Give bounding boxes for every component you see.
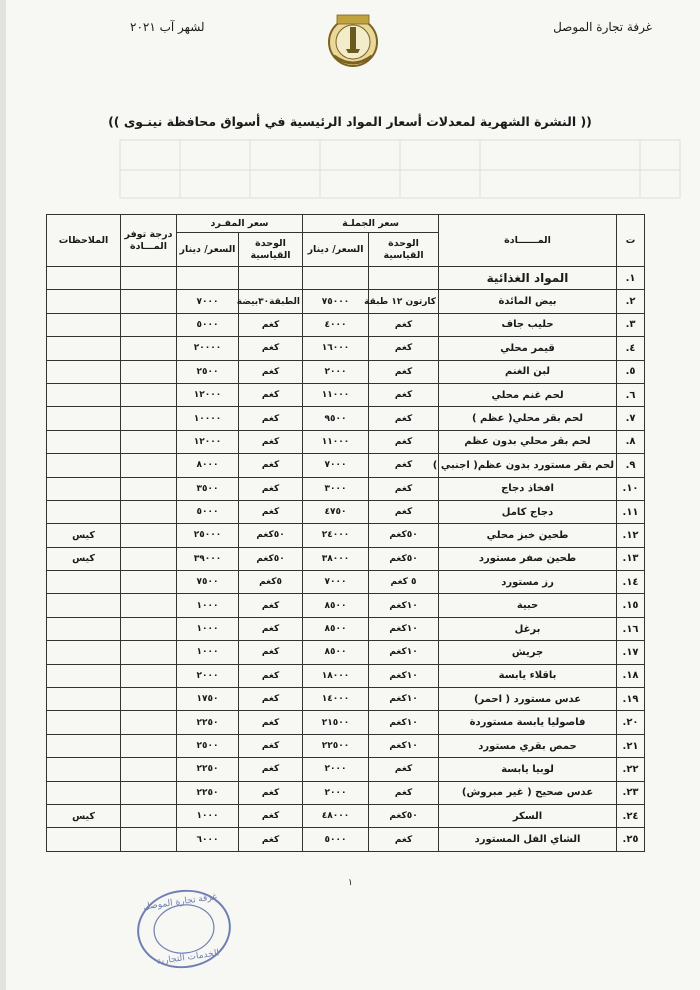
- retail-unit: كغم: [239, 711, 303, 734]
- table-row: [47, 617, 645, 640]
- table-row: [47, 781, 645, 804]
- table-row: [47, 711, 645, 734]
- row-num: ١٤.: [617, 571, 645, 594]
- col-ws-price-header: السعر/ دينار: [303, 233, 369, 267]
- retail-unit: كغم: [239, 454, 303, 477]
- wholesale-price: ٤٧٥٠: [303, 500, 369, 523]
- row-num: ٣.: [617, 313, 645, 336]
- svg-text:غرفة تجارة الموصل: غرفة تجارة الموصل: [142, 892, 218, 913]
- row-num: ١٥.: [617, 594, 645, 617]
- wholesale-unit: كغم: [369, 407, 439, 430]
- item-name: بيض المائدة: [439, 290, 617, 313]
- wholesale-price: ٧٥٠٠٠: [303, 290, 369, 313]
- col-seq-header: ت: [617, 215, 645, 267]
- row-num: ١٧.: [617, 641, 645, 664]
- table-row: [47, 547, 645, 570]
- retail-price: ١٢٠٠٠: [177, 383, 239, 406]
- wholesale-price: ١٦٠٠٠: [303, 337, 369, 360]
- note: [47, 407, 121, 430]
- row-num: ٧.: [617, 407, 645, 430]
- item-name: عدس صحيح ( غير مبروش): [439, 781, 617, 804]
- report-period: لشهر آب ٢٠٢١: [130, 20, 205, 34]
- retail-unit: كغم: [239, 688, 303, 711]
- item-name: لوبيا يابسة: [439, 758, 617, 781]
- row-num: ١٠.: [617, 477, 645, 500]
- bulletin-title: (( النشرة الشهرية لمعدلات أسعار المواد الرئيسية في أسواق محافظة نينـوى )): [108, 114, 592, 129]
- note: [47, 781, 121, 804]
- wholesale-price: ٨٥٠٠: [303, 641, 369, 664]
- retail-unit: ٥٠كغم: [239, 547, 303, 570]
- table-row: [47, 828, 645, 851]
- item-name: برغل: [439, 617, 617, 640]
- table-row: [47, 290, 645, 313]
- table-row: [47, 804, 645, 827]
- wholesale-unit: ١٠كغم: [369, 594, 439, 617]
- wholesale-unit: ١٠كغم: [369, 664, 439, 687]
- table-row: [47, 407, 645, 430]
- table-row: [47, 430, 645, 453]
- table-row: [47, 313, 645, 336]
- note: [47, 500, 121, 523]
- wholesale-unit: كغم: [369, 828, 439, 851]
- wholesale-unit: كغم: [369, 337, 439, 360]
- col-availability-header: درجة توفر المـــادة: [121, 215, 177, 267]
- chamber-logo: [326, 12, 380, 76]
- note: [47, 734, 121, 757]
- note: [47, 477, 121, 500]
- availability: [121, 711, 177, 734]
- retail-price: ٢٢٥٠: [177, 781, 239, 804]
- retail-price: ٧٥٠٠: [177, 571, 239, 594]
- item-name: حليب جاف: [439, 313, 617, 336]
- item-name: لحم بقر محلي( عظم ): [439, 407, 617, 430]
- retail-unit: كغم: [239, 477, 303, 500]
- item-name: باقلاء يابسة: [439, 664, 617, 687]
- availability: [121, 360, 177, 383]
- retail-unit: كغم: [239, 337, 303, 360]
- note: [47, 758, 121, 781]
- availability: [121, 571, 177, 594]
- retail-price: ٢٢٥٠: [177, 758, 239, 781]
- retail-price: ٢٥٠٠٠: [177, 524, 239, 547]
- availability: [121, 430, 177, 453]
- retail-unit: كغم: [239, 313, 303, 336]
- retail-price: ٦٠٠٠: [177, 828, 239, 851]
- retail-unit: كغم: [239, 734, 303, 757]
- availability: [121, 664, 177, 687]
- row-num: ٢٤.: [617, 804, 645, 827]
- item-name: لبن الغنم: [439, 360, 617, 383]
- row-num: ١٩.: [617, 688, 645, 711]
- retail-unit: ٥كغم: [239, 571, 303, 594]
- note: [47, 594, 121, 617]
- row-num: ٢٣.: [617, 781, 645, 804]
- item-name: لحم غنم محلي: [439, 383, 617, 406]
- retail-unit: الطبقة٣٠بيضة: [239, 290, 303, 313]
- availability: [121, 313, 177, 336]
- table-row: [47, 664, 645, 687]
- retail-price: ١٠٠٠٠: [177, 407, 239, 430]
- retail-unit: كغم: [239, 781, 303, 804]
- item-name: رز مستورد: [439, 571, 617, 594]
- note: [47, 337, 121, 360]
- col-retail-header: سعر المفـرد: [177, 215, 303, 233]
- row-num: ١٦.: [617, 617, 645, 640]
- wholesale-unit: كغم: [369, 430, 439, 453]
- retail-unit: كغم: [239, 430, 303, 453]
- retail-unit: كغم: [239, 407, 303, 430]
- availability: [121, 407, 177, 430]
- wholesale-unit: كغم: [369, 500, 439, 523]
- item-name: قيمر محلي: [439, 337, 617, 360]
- item-name: عدس مستورد ( احمر): [439, 688, 617, 711]
- retail-price: ٥٠٠٠: [177, 500, 239, 523]
- table-row: [47, 571, 645, 594]
- wholesale-unit: كغم: [369, 360, 439, 383]
- row-num: ٩.: [617, 454, 645, 477]
- retail-unit: كغم: [239, 617, 303, 640]
- wholesale-unit: ١٠كغم: [369, 617, 439, 640]
- wholesale-price: ٢٠٠٠: [303, 360, 369, 383]
- col-rt-price-header: السعر/ دينار: [177, 233, 239, 267]
- retail-price: ٣٩٠٠٠: [177, 547, 239, 570]
- note: [47, 360, 121, 383]
- note: كيس: [47, 547, 121, 570]
- col-item-header: المــــــادة: [439, 215, 617, 267]
- note: [47, 571, 121, 594]
- retail-price: ٢٥٠٠: [177, 734, 239, 757]
- availability: [121, 383, 177, 406]
- table-row: [47, 500, 645, 523]
- note: [47, 313, 121, 336]
- row-num: ١٣.: [617, 547, 645, 570]
- retail-unit: كغم: [239, 828, 303, 851]
- row-num: ٥.: [617, 360, 645, 383]
- wholesale-price: ٢١٥٠٠: [303, 711, 369, 734]
- wholesale-unit: كغم: [369, 477, 439, 500]
- row-num: ٦.: [617, 383, 645, 406]
- item-name: لحم بقر محلي بدون عظم: [439, 430, 617, 453]
- retail-price: ١٢٠٠٠: [177, 430, 239, 453]
- wholesale-price: ٨٥٠٠: [303, 617, 369, 640]
- col-rt-unit-header: الوحدة القياسية: [239, 233, 303, 267]
- row-num: ٢١.: [617, 734, 645, 757]
- wholesale-unit: ٥ كغم: [369, 571, 439, 594]
- wholesale-price: ٥٠٠٠: [303, 828, 369, 851]
- col-ws-unit-header: الوحدة القياسية: [369, 233, 439, 267]
- wholesale-price: ٢٠٠٠: [303, 758, 369, 781]
- wholesale-unit: كغم: [369, 758, 439, 781]
- table-row: [47, 524, 645, 547]
- retail-price: ٢٢٥٠: [177, 711, 239, 734]
- retail-unit: كغم: [239, 360, 303, 383]
- note: [47, 454, 121, 477]
- availability: [121, 617, 177, 640]
- retail-price: ١٠٠٠: [177, 617, 239, 640]
- item-name: فاصوليا يابسة مستوردة: [439, 711, 617, 734]
- wholesale-price: ٩٥٠٠: [303, 407, 369, 430]
- item-name: طحين صفر مستورد: [439, 547, 617, 570]
- row-num: ٤.: [617, 337, 645, 360]
- retail-price: ٢٠٠٠٠: [177, 337, 239, 360]
- table-row: [47, 454, 645, 477]
- wholesale-unit: ١٠كغم: [369, 734, 439, 757]
- price-table: [46, 214, 645, 852]
- wholesale-unit: ٥٠كغم: [369, 524, 439, 547]
- retail-price: ١٠٠٠: [177, 594, 239, 617]
- retail-unit: كغم: [239, 804, 303, 827]
- table-row: [47, 641, 645, 664]
- row-num: ١١.: [617, 500, 645, 523]
- item-name: دجاج كامل: [439, 500, 617, 523]
- note: [47, 688, 121, 711]
- row-num: ٢٠.: [617, 711, 645, 734]
- item-name: طحين خبز محلي: [439, 524, 617, 547]
- availability: [121, 641, 177, 664]
- scan-edge: [0, 0, 6, 990]
- wholesale-price: ١٤٠٠٠: [303, 688, 369, 711]
- item-name: افخاذ دجاج: [439, 477, 617, 500]
- availability: [121, 524, 177, 547]
- wholesale-unit: كغم: [369, 313, 439, 336]
- item-name: الشاي الفل المستورد: [439, 828, 617, 851]
- bleed-through-table: [120, 140, 680, 200]
- note: [47, 711, 121, 734]
- wholesale-price: ٤٠٠٠: [303, 313, 369, 336]
- note: [47, 617, 121, 640]
- row-num: ٢٢.: [617, 758, 645, 781]
- wholesale-unit: كغم: [369, 781, 439, 804]
- availability: [121, 734, 177, 757]
- item-name: حبية: [439, 594, 617, 617]
- wholesale-price: ٢٢٥٠٠: [303, 734, 369, 757]
- wholesale-price: ١٨٠٠٠: [303, 664, 369, 687]
- wholesale-price: ٢٤٠٠٠: [303, 524, 369, 547]
- availability: [121, 547, 177, 570]
- availability: [121, 781, 177, 804]
- table-row: [47, 383, 645, 406]
- wholesale-unit: كغم: [369, 454, 439, 477]
- retail-price: ٢٥٠٠: [177, 360, 239, 383]
- item-name: حمص بقري مستورد: [439, 734, 617, 757]
- retail-price: ٧٠٠٠: [177, 290, 239, 313]
- table-row: [47, 734, 645, 757]
- org-name: غرفة تجارة الموصل: [553, 20, 652, 34]
- item-name: لحم بقر مستورد بدون عظم( اجنبي ): [439, 454, 617, 477]
- availability: [121, 477, 177, 500]
- note: [47, 641, 121, 664]
- note: [47, 430, 121, 453]
- note: [47, 828, 121, 851]
- retail-unit: كغم: [239, 641, 303, 664]
- note: كيس: [47, 524, 121, 547]
- category-label: المواد الغذائية: [439, 267, 617, 290]
- item-name: جريش: [439, 641, 617, 664]
- wholesale-unit: ٥٠كغم: [369, 804, 439, 827]
- wholesale-unit: ١٠كغم: [369, 641, 439, 664]
- wholesale-price: ١١٠٠٠: [303, 383, 369, 406]
- note: كيس: [47, 804, 121, 827]
- row-num: ٢.: [617, 290, 645, 313]
- retail-price: ٨٠٠٠: [177, 454, 239, 477]
- col-notes-header: الملاحظات: [47, 215, 121, 267]
- retail-unit: كغم: [239, 383, 303, 406]
- availability: [121, 454, 177, 477]
- retail-unit: كغم: [239, 758, 303, 781]
- category-row: [47, 267, 645, 290]
- wholesale-unit: كغم: [369, 383, 439, 406]
- availability: [121, 290, 177, 313]
- category-num: ١.: [617, 267, 645, 290]
- table-row: [47, 688, 645, 711]
- wholesale-unit: ٥٠كغم: [369, 547, 439, 570]
- retail-unit: كغم: [239, 594, 303, 617]
- page-number: ١: [348, 878, 353, 888]
- availability: [121, 758, 177, 781]
- wholesale-price: ٤٨٠٠٠: [303, 804, 369, 827]
- wholesale-price: ١١٠٠٠: [303, 430, 369, 453]
- row-num: ٨.: [617, 430, 645, 453]
- wholesale-price: ٢٠٠٠: [303, 781, 369, 804]
- wholesale-price: ٧٠٠٠: [303, 454, 369, 477]
- retail-price: ١٠٠٠: [177, 641, 239, 664]
- retail-price: ١٧٥٠: [177, 688, 239, 711]
- retail-unit: كغم: [239, 664, 303, 687]
- wholesale-unit: كارتون ١٢ طبقة: [369, 290, 439, 313]
- retail-unit: كغم: [239, 500, 303, 523]
- wholesale-unit: ١٠كغم: [369, 711, 439, 734]
- availability: [121, 828, 177, 851]
- availability: [121, 337, 177, 360]
- availability: [121, 594, 177, 617]
- row-num: ١٨.: [617, 664, 645, 687]
- note: [47, 664, 121, 687]
- wholesale-price: ٣٨٠٠٠: [303, 547, 369, 570]
- chamber-stamp: [132, 884, 236, 974]
- availability: [121, 804, 177, 827]
- wholesale-price: ٨٥٠٠: [303, 594, 369, 617]
- row-num: ٢٥.: [617, 828, 645, 851]
- table-row: [47, 594, 645, 617]
- retail-unit: ٥٠كغم: [239, 524, 303, 547]
- table-row: [47, 360, 645, 383]
- col-wholesale-header: سعر الجملـة: [303, 215, 439, 233]
- wholesale-price: ٣٠٠٠: [303, 477, 369, 500]
- retail-price: ٣٥٠٠: [177, 477, 239, 500]
- retail-price: ٢٠٠٠: [177, 664, 239, 687]
- note: [47, 383, 121, 406]
- svg-text:الخدمات التجارية: الخدمات التجارية: [156, 948, 220, 968]
- retail-price: ١٠٠٠: [177, 804, 239, 827]
- note: [47, 290, 121, 313]
- availability: [121, 500, 177, 523]
- wholesale-price: ٧٠٠٠: [303, 571, 369, 594]
- availability: [121, 688, 177, 711]
- table-row: [47, 758, 645, 781]
- table-row: [47, 477, 645, 500]
- table-row: [47, 337, 645, 360]
- retail-price: ٥٠٠٠: [177, 313, 239, 336]
- item-name: السكر: [439, 804, 617, 827]
- wholesale-unit: ١٠كغم: [369, 688, 439, 711]
- row-num: ١٢.: [617, 524, 645, 547]
